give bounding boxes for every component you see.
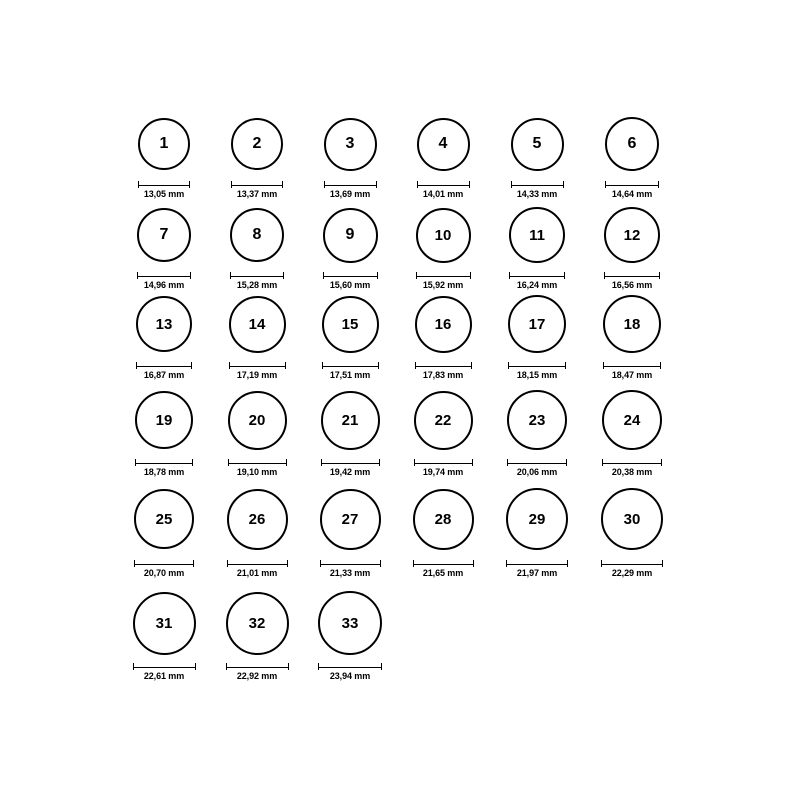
- ring-measure: [415, 362, 472, 380]
- ring-circle: [138, 118, 190, 170]
- ring-diameter-label: 17,19 mm: [236, 370, 278, 380]
- dimension-line: [604, 272, 660, 279]
- ring-circle: [604, 207, 660, 263]
- dimension-line: [226, 663, 289, 670]
- ring-size-item: [572, 390, 692, 477]
- ring-measure: [138, 181, 190, 199]
- ring-circle: [511, 118, 564, 171]
- ring-measure: [508, 362, 566, 380]
- ring-circle: [228, 391, 287, 450]
- dimension-line: [227, 560, 288, 567]
- ring-size-number: 26: [248, 510, 266, 528]
- ring-diameter-label: 20,70 mm: [143, 568, 185, 578]
- ring-diameter-label: 14,33 mm: [516, 189, 558, 199]
- ring-size-item: [572, 488, 692, 578]
- dimension-line: [138, 181, 190, 188]
- ring-measure: [231, 181, 283, 199]
- ring-size-number: 13: [155, 315, 173, 333]
- ring-measure: [509, 272, 565, 290]
- ring-measure: [318, 663, 382, 681]
- ring-measure: [416, 272, 471, 290]
- dimension-line: [322, 362, 379, 369]
- ring-measure: [324, 181, 377, 199]
- ring-diameter-label: 16,56 mm: [611, 280, 653, 290]
- ring-circle: [508, 295, 566, 353]
- ring-diameter-label: 19,42 mm: [329, 467, 371, 477]
- dimension-line: [506, 560, 568, 567]
- dimension-line: [230, 272, 284, 279]
- ring-diameter-label: 17,83 mm: [422, 370, 464, 380]
- ring-diameter-label: 19,10 mm: [236, 467, 278, 477]
- ring-diameter-label: 21,97 mm: [516, 568, 558, 578]
- ring-diameter-label: 22,61 mm: [143, 671, 185, 681]
- ring-diameter-label: 23,94 mm: [329, 671, 371, 681]
- ring-measure: [227, 560, 288, 578]
- ring-circle: [507, 390, 567, 450]
- dimension-line: [605, 181, 659, 188]
- ring-size-number: 2: [252, 135, 262, 152]
- ring-size-number: 14: [248, 315, 266, 333]
- ring-size-number: 5: [532, 135, 542, 152]
- ring-size-number: 27: [341, 510, 359, 528]
- ring-diameter-label: 15,92 mm: [422, 280, 464, 290]
- ring-circle: [134, 489, 194, 549]
- dimension-line: [511, 181, 564, 188]
- ring-measure: [230, 272, 284, 290]
- ring-circle: [320, 489, 381, 550]
- ring-circle: [227, 489, 288, 550]
- ring-measure: [414, 459, 473, 477]
- ring-measure: [320, 560, 381, 578]
- ring-size-item: [572, 117, 692, 199]
- dimension-line: [134, 560, 194, 567]
- ring-circle: [321, 391, 380, 450]
- ring-measure: [137, 272, 191, 290]
- ring-size-number: 19: [155, 411, 173, 429]
- ring-size-number: 31: [155, 614, 173, 632]
- ring-measure: [507, 459, 567, 477]
- ring-circle: [136, 296, 192, 352]
- ring-size-number: 24: [623, 411, 641, 429]
- ring-size-number: 7: [159, 226, 169, 243]
- ring-diameter-label: 14,96 mm: [143, 280, 185, 290]
- ring-size-number: 16: [434, 315, 452, 333]
- ring-diameter-label: 14,01 mm: [422, 189, 464, 199]
- ring-diameter-label: 20,06 mm: [516, 467, 558, 477]
- ring-measure: [323, 272, 378, 290]
- ring-size-number: 11: [529, 226, 545, 244]
- ring-diameter-label: 13,69 mm: [329, 189, 371, 199]
- ring-circle: [509, 207, 565, 263]
- ring-size-number: 6: [627, 135, 637, 152]
- ring-circle: [231, 118, 283, 170]
- dimension-line: [320, 560, 381, 567]
- ring-measure: [506, 560, 568, 578]
- ring-size-item: [572, 295, 692, 380]
- ring-size-number: 4: [438, 135, 448, 152]
- ring-measure: [605, 181, 659, 199]
- ring-size-number: 12: [623, 226, 641, 244]
- ring-measure: [321, 459, 380, 477]
- ring-circle: [322, 296, 379, 353]
- ring-measure: [229, 362, 286, 380]
- ring-measure: [604, 272, 660, 290]
- dimension-line: [509, 272, 565, 279]
- ring-measure: [226, 663, 289, 681]
- ring-diameter-label: 20,38 mm: [611, 467, 653, 477]
- ring-size-number: 23: [528, 411, 546, 429]
- ring-size-number: 17: [528, 315, 546, 333]
- ring-size-number: 28: [434, 510, 452, 528]
- ring-size-number: 3: [345, 135, 355, 152]
- dimension-line: [507, 459, 567, 466]
- ring-measure: [602, 459, 662, 477]
- dimension-line: [601, 560, 663, 567]
- ring-circle: [323, 208, 378, 263]
- ring-size-number: 1: [159, 135, 169, 152]
- ring-circle: [603, 295, 661, 353]
- ring-circle: [415, 296, 472, 353]
- dimension-line: [415, 362, 472, 369]
- ring-diameter-label: 22,92 mm: [236, 671, 278, 681]
- dimension-line: [323, 272, 378, 279]
- ring-size-number: 30: [623, 510, 641, 528]
- ring-size-number: 10: [434, 226, 452, 244]
- ring-measure: [136, 362, 192, 380]
- dimension-line: [135, 459, 193, 466]
- ring-measure: [603, 362, 661, 380]
- ring-diameter-label: 18,15 mm: [516, 370, 558, 380]
- ring-size-number: 32: [248, 614, 266, 632]
- ring-measure: [413, 560, 474, 578]
- ring-circle: [230, 208, 284, 262]
- ring-diameter-label: 21,33 mm: [329, 568, 371, 578]
- dimension-line: [228, 459, 287, 466]
- ring-measure: [601, 560, 663, 578]
- dimension-line: [318, 663, 382, 670]
- dimension-line: [508, 362, 566, 369]
- dimension-line: [413, 560, 474, 567]
- ring-measure: [322, 362, 379, 380]
- ring-diameter-label: 18,47 mm: [611, 370, 653, 380]
- ring-circle: [601, 488, 663, 550]
- ring-diameter-label: 22,29 mm: [611, 568, 653, 578]
- dimension-line: [137, 272, 191, 279]
- ring-measure: [134, 560, 194, 578]
- ring-circle: [506, 488, 568, 550]
- ring-circle: [135, 391, 193, 449]
- ring-measure: [135, 459, 193, 477]
- ring-size-number: 18: [623, 315, 641, 333]
- ring-circle: [324, 118, 377, 171]
- ring-diameter-label: 16,87 mm: [143, 370, 185, 380]
- ring-diameter-label: 19,74 mm: [422, 467, 464, 477]
- ring-diameter-label: 13,37 mm: [236, 189, 278, 199]
- dimension-line: [229, 362, 286, 369]
- ring-circle: [602, 390, 662, 450]
- ring-size-number: 20: [248, 411, 266, 429]
- dimension-line: [321, 459, 380, 466]
- ring-diameter-label: 16,24 mm: [516, 280, 558, 290]
- dimension-line: [416, 272, 471, 279]
- ring-size-number: 22: [434, 411, 452, 429]
- ring-circle: [318, 591, 382, 655]
- ring-size-number: 29: [528, 510, 546, 528]
- ring-circle: [413, 489, 474, 550]
- ring-circle: [137, 208, 191, 262]
- ring-size-number: 9: [345, 226, 355, 243]
- ring-diameter-label: 14,64 mm: [611, 189, 653, 199]
- ring-measure: [228, 459, 287, 477]
- ring-diameter-label: 18,78 mm: [143, 467, 185, 477]
- dimension-line: [602, 459, 662, 466]
- ring-measure: [133, 663, 196, 681]
- dimension-line: [324, 181, 377, 188]
- ring-diameter-label: 17,51 mm: [329, 370, 371, 380]
- ring-size-number: 21: [341, 411, 359, 429]
- ring-diameter-label: 21,65 mm: [422, 568, 464, 578]
- ring-circle: [417, 118, 470, 171]
- ring-diameter-label: 15,60 mm: [329, 280, 371, 290]
- ring-size-number: 25: [155, 510, 173, 528]
- ring-measure: [511, 181, 564, 199]
- ring-size-number: 15: [341, 315, 359, 333]
- ring-size-item: [290, 591, 410, 681]
- ring-circle: [133, 592, 196, 655]
- dimension-line: [414, 459, 473, 466]
- ring-circle: [226, 592, 289, 655]
- ring-circle: [414, 391, 473, 450]
- ring-size-item: [572, 207, 692, 290]
- dimension-line: [136, 362, 192, 369]
- ring-diameter-label: 21,01 mm: [236, 568, 278, 578]
- ring-circle: [416, 208, 471, 263]
- dimension-line: [603, 362, 661, 369]
- ring-size-number: 8: [252, 226, 262, 243]
- dimension-line: [417, 181, 470, 188]
- ring-circle: [229, 296, 286, 353]
- ring-circle: [605, 117, 659, 171]
- dimension-line: [133, 663, 196, 670]
- dimension-line: [231, 181, 283, 188]
- ring-diameter-label: 15,28 mm: [236, 280, 278, 290]
- ring-diameter-label: 13,05 mm: [143, 189, 185, 199]
- ring-size-number: 33: [341, 614, 359, 632]
- ring-measure: [417, 181, 470, 199]
